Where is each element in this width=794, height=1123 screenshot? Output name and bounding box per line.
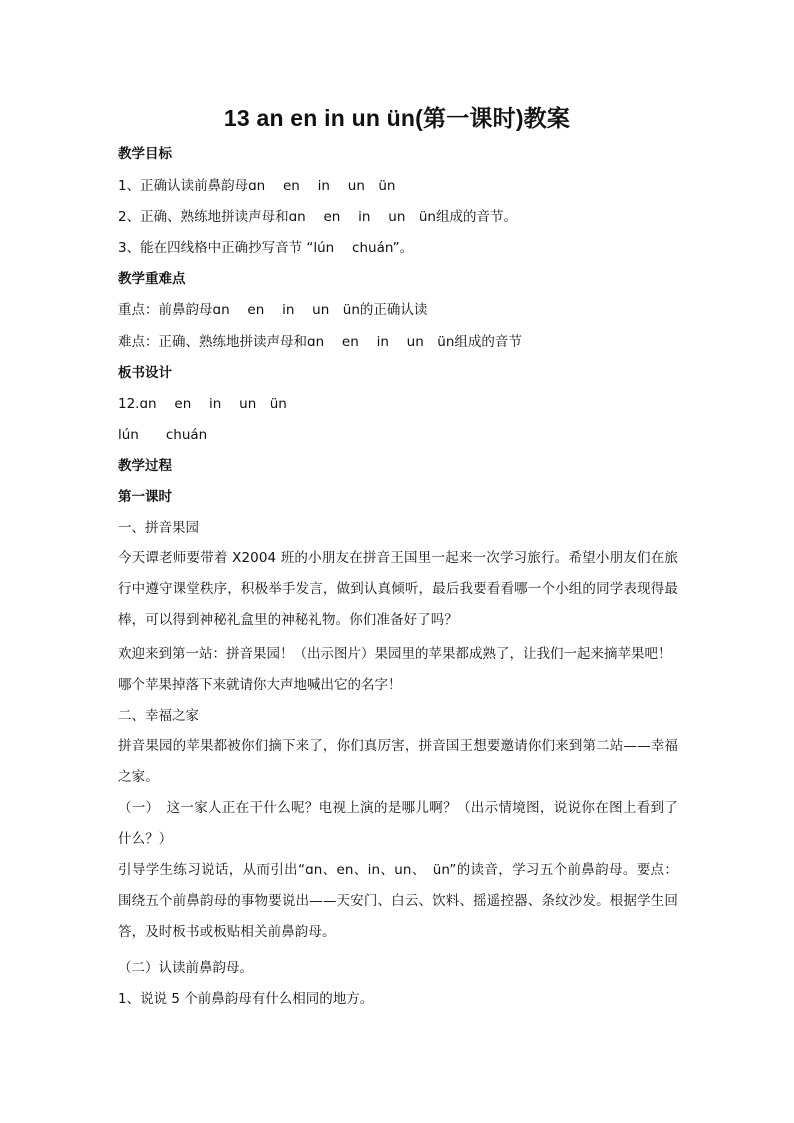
section-2-subheading-2: （二）认读前鼻韵母。 [118, 960, 253, 976]
objective-item-3: 3、能在四线格中正确抄写音节 “lún chuán”。 [118, 240, 414, 256]
document-title: 13 an en in un ün(第一课时)教案 [223, 105, 571, 131]
keypoints-heading: 教学重难点 [118, 271, 186, 287]
objectives-heading: 教学目标 [118, 146, 172, 162]
board-line-2: lún chuán [118, 427, 208, 443]
board-line-1: 12.ɑn en in un ün [118, 396, 287, 412]
keypoints-difficulty: 难点：正确、熟练地拼读声母和ɑn en in un ün组成的音节 [118, 334, 522, 350]
section-1-line-3: 哪个苹果掉落下来就请你大声地喊出它的名字！ [118, 677, 402, 693]
section-1-paragraph-1: 今天谭老师要带着 X2004 班的小朋友在拼音王国里一起来一次学习旅行。希望小朋友们在旅行中遵守课堂秩序，积极举手发言，做到认真倾听，最后我要看看哪一个小组的同学表现得最棒，可以得到神秘礼盒里的神秘礼物。你们准备好了吗？ [118, 550, 678, 628]
section-2-paragraph-1: 拼音果园的苹果都被你们摘下来了，你们真厉害，拼音国王想要邀请你们来到第二站——幸福之家。 [118, 738, 678, 785]
keypoints-focus: 重点：前鼻韵母ɑn en in un ün的正确认读 [118, 302, 428, 318]
section-2-paragraph-3: 引导学生练习说话，从而引出“ɑn、en、in、un、 ün”的读音，学习五个前鼻韵母。要点：围绕五个前鼻韵母的事物要说出——天安门、白云、饮料、摇遥控器、条纹沙发。根据学生回答，及时板书或板贴相关前鼻韵母。 [118, 862, 678, 940]
section-1-heading: 一、拼音果园 [118, 520, 199, 536]
section-2-heading: 二、幸福之家 [118, 708, 199, 724]
process-heading: 教学过程 [118, 458, 172, 474]
objective-item-1: 1、正确认读前鼻韵母ɑn en in un ün [118, 178, 396, 194]
section-2-paragraph-2: （一） 这一家人正在干什么呢？电视上演的是哪儿啊？（出示情境图，说说你在图上看到了什么？） [118, 800, 678, 847]
section-2-item-1: 1、说说 5 个前鼻韵母有什么相同的地方。 [118, 991, 374, 1007]
objective-item-2: 2、正确、熟练地拼读声母和ɑn en in un ün组成的音节。 [118, 209, 517, 225]
board-heading: 板书设计 [118, 365, 172, 381]
lesson-heading: 第一课时 [118, 489, 172, 505]
section-1-line-2: 欢迎来到第一站：拼音果园！（出示图片）果园里的苹果都成熟了，让我们一起来摘苹果吧！ [118, 646, 672, 662]
